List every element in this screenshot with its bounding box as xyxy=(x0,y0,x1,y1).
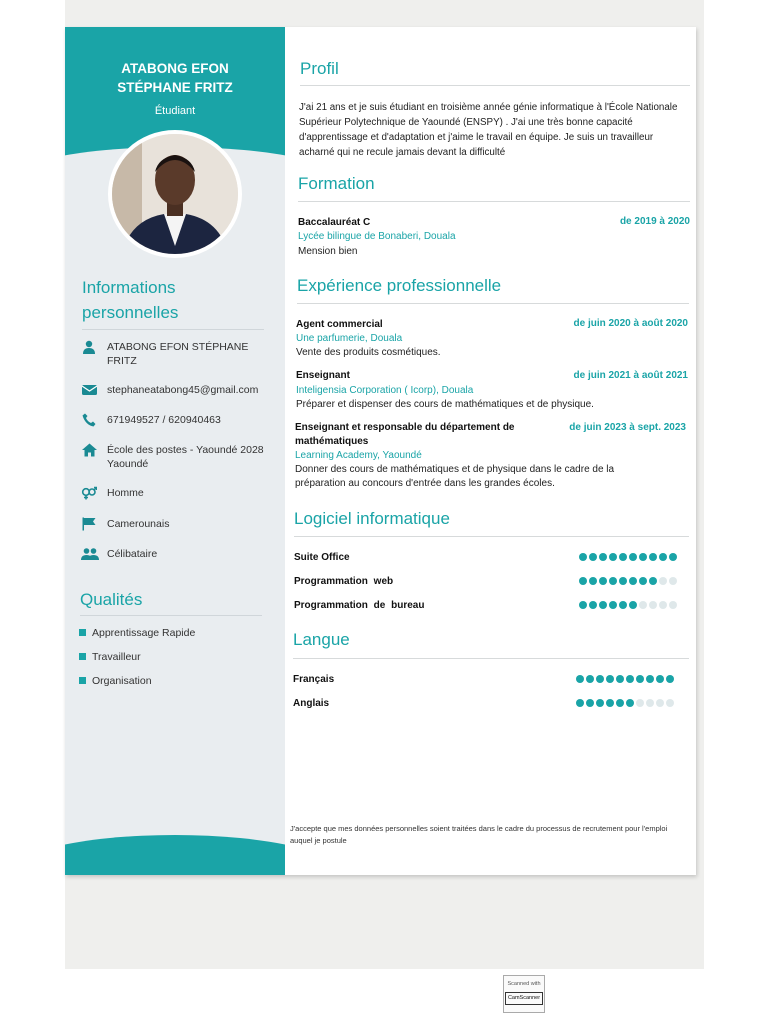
quality-item: Travailleur xyxy=(79,651,141,663)
rating-dot-filled xyxy=(579,601,587,609)
profile-title: Profil xyxy=(300,59,339,78)
rating-dot-filled xyxy=(616,675,624,683)
rating-dot-filled xyxy=(646,675,654,683)
rating-dot-empty xyxy=(669,601,677,609)
candidate-role: Étudiant xyxy=(154,105,196,117)
experience-title: Expérience professionnelle xyxy=(297,276,502,295)
rating-dot-empty xyxy=(649,601,657,609)
rating-dot-filled xyxy=(576,675,584,683)
camscanner-watermark xyxy=(503,975,545,1013)
education-note: Mension bien xyxy=(298,246,358,257)
language-name: Français xyxy=(293,674,335,685)
personal-info-email-text[interactable]: stephaneatabong45@gmail.com xyxy=(107,384,259,396)
main-content xyxy=(285,27,696,875)
rating-dot-filled xyxy=(636,675,644,683)
rating-dot-filled xyxy=(586,675,594,683)
consent-note: J'accepte que mes données personnelles soient traitées dans le cadre du processus de recrutement pour l'emploi auquel je postule xyxy=(290,824,668,845)
rating-dot-filled xyxy=(629,601,637,609)
rating-dot-empty xyxy=(659,601,667,609)
education-degree: Baccalauréat C xyxy=(298,217,371,228)
flag-icon xyxy=(81,517,97,533)
rating-dot-filled xyxy=(619,577,627,585)
person-icon xyxy=(81,340,97,356)
rating-dot-filled xyxy=(626,675,634,683)
profile-photo xyxy=(108,130,242,258)
personal-info-divider xyxy=(82,329,264,330)
rating-dot-filled xyxy=(656,675,664,683)
email-icon xyxy=(81,383,97,399)
education-divider xyxy=(298,201,690,202)
experience-dates: de juin 2020 à août 2020 xyxy=(573,318,688,329)
personal-info-phone-text[interactable]: 671949527 / 620940463 xyxy=(107,414,221,426)
rating-dot-filled xyxy=(606,699,614,707)
qualities-divider xyxy=(80,615,262,616)
rating-dot-filled xyxy=(629,577,637,585)
experience-org: Inteligensia Corporation ( Icorp), Douala xyxy=(296,385,474,396)
rating-dot-filled xyxy=(609,601,617,609)
education-title: Formation xyxy=(298,174,375,193)
software-divider xyxy=(294,536,689,537)
bullet-square-icon xyxy=(79,629,86,636)
experience-dates: de juin 2023 à sept. 2023 xyxy=(569,422,686,433)
software-title: Logiciel informatique xyxy=(294,509,450,528)
experience-role: Enseignant xyxy=(296,370,350,381)
rating-dot-filled xyxy=(626,699,634,707)
software-skill-rating xyxy=(579,553,677,563)
rating-dot-empty xyxy=(669,577,677,585)
rating-dot-filled xyxy=(619,553,627,561)
personal-info-name-text: ATABONG EFON STÉPHANE FRITZ xyxy=(107,341,249,367)
phone-icon xyxy=(81,413,97,429)
rating-dot-filled xyxy=(649,553,657,561)
rating-dot-filled xyxy=(579,553,587,561)
bullet-square-icon xyxy=(79,677,86,684)
education-school: Lycée bilingue de Bonaberi, Douala xyxy=(298,231,456,242)
rating-dot-filled xyxy=(606,675,614,683)
experience-dates: de juin 2021 à août 2021 xyxy=(573,370,688,381)
qualities-title: Qualités xyxy=(80,590,143,609)
rating-dot-filled xyxy=(576,699,584,707)
software-skill-name: Programmation de bureau xyxy=(294,600,425,611)
rating-dot-filled xyxy=(596,699,604,707)
rating-dot-filled xyxy=(669,553,677,561)
sidebar-footer-band xyxy=(65,835,285,875)
rating-dot-filled xyxy=(599,577,607,585)
experience-desc: Préparer et dispenser des cours de mathématiques et de physique. xyxy=(296,399,594,410)
experience-org: Learning Academy, Yaoundé xyxy=(295,450,422,461)
rating-dot-filled xyxy=(659,553,667,561)
candidate-name: ATABONG EFON STÉPHANE FRITZ xyxy=(117,61,233,95)
experience-role: Agent commercial xyxy=(296,319,383,330)
rating-dot-empty xyxy=(659,577,667,585)
rating-dot-filled xyxy=(596,675,604,683)
personal-info-address-text: École des postes - Yaoundé 2028 Yaoundé xyxy=(107,444,264,470)
rating-dot-filled xyxy=(586,699,594,707)
experience-org: Une parfumerie, Douala xyxy=(296,333,403,344)
software-skill-name: Programmation web xyxy=(294,576,394,587)
rating-dot-filled xyxy=(616,699,624,707)
language-title: Langue xyxy=(293,630,350,649)
rating-dot-filled xyxy=(639,577,647,585)
experience-desc: Vente des produits cosmétiques. xyxy=(296,347,441,358)
rating-dot-filled xyxy=(589,601,597,609)
personal-info-title: Informations personnelles xyxy=(82,278,179,322)
rating-dot-filled xyxy=(629,553,637,561)
cv-document xyxy=(65,27,696,875)
rating-dot-empty xyxy=(636,699,644,707)
home-icon xyxy=(81,443,97,459)
rating-dot-empty xyxy=(646,699,654,707)
rating-dot-filled xyxy=(649,577,657,585)
rating-dot-filled xyxy=(639,553,647,561)
camscanner-logo-icon: CamScanner xyxy=(505,992,543,1005)
quality-item: Organisation xyxy=(79,675,152,687)
personal-info-status-text: Célibataire xyxy=(107,548,158,560)
language-rating xyxy=(576,675,674,685)
rating-dot-filled xyxy=(666,675,674,683)
rating-dot-filled xyxy=(589,577,597,585)
rating-dot-filled xyxy=(599,601,607,609)
experience-desc: Donner des cours de mathématiques et de physique dans le cadre de la préparation au concours d'entrée dans les grandes écoles. xyxy=(295,464,615,489)
personal-info-gender-text: Homme xyxy=(107,487,144,499)
people-icon xyxy=(81,547,97,563)
gender-icon xyxy=(81,486,97,502)
education-dates: de 2019 à 2020 xyxy=(619,216,690,227)
rating-dot-empty xyxy=(656,699,664,707)
rating-dot-filled xyxy=(599,553,607,561)
experience-role: Enseignant et responsable du département de mathématiques xyxy=(295,422,515,447)
profile-text: J'ai 21 ans et je suis étudiant en troisième année génie informatique à l'École Nationale Supérieur Polytechnique de Yaoundé (ENSPY) . J'ai une très bonne capacité d'apprentissage et d'adaptation et j'aime le travail en équipe. Je suis un travailleur acharné qui ne recule jamais devant la difficulté xyxy=(299,102,678,158)
software-skill-name: Suite Office xyxy=(294,552,350,563)
rating-dot-filled xyxy=(579,577,587,585)
software-skill-rating xyxy=(579,577,677,587)
rating-dot-filled xyxy=(589,553,597,561)
rating-dot-filled xyxy=(609,553,617,561)
experience-divider xyxy=(297,303,689,304)
watermark-line: Scanned with xyxy=(507,981,541,987)
language-divider xyxy=(293,658,689,659)
language-name: Anglais xyxy=(293,698,330,709)
bullet-square-icon xyxy=(79,653,86,660)
quality-item: Apprentissage Rapide xyxy=(79,627,195,639)
profile-divider xyxy=(300,85,690,86)
rating-dot-empty xyxy=(666,699,674,707)
person-photo-icon xyxy=(112,134,238,254)
personal-info-nationality-text: Camerounais xyxy=(107,518,170,530)
rating-dot-filled xyxy=(609,577,617,585)
software-skill-rating xyxy=(579,601,677,611)
sidebar xyxy=(65,27,285,875)
language-rating xyxy=(576,699,674,709)
rating-dot-filled xyxy=(619,601,627,609)
rating-dot-empty xyxy=(639,601,647,609)
